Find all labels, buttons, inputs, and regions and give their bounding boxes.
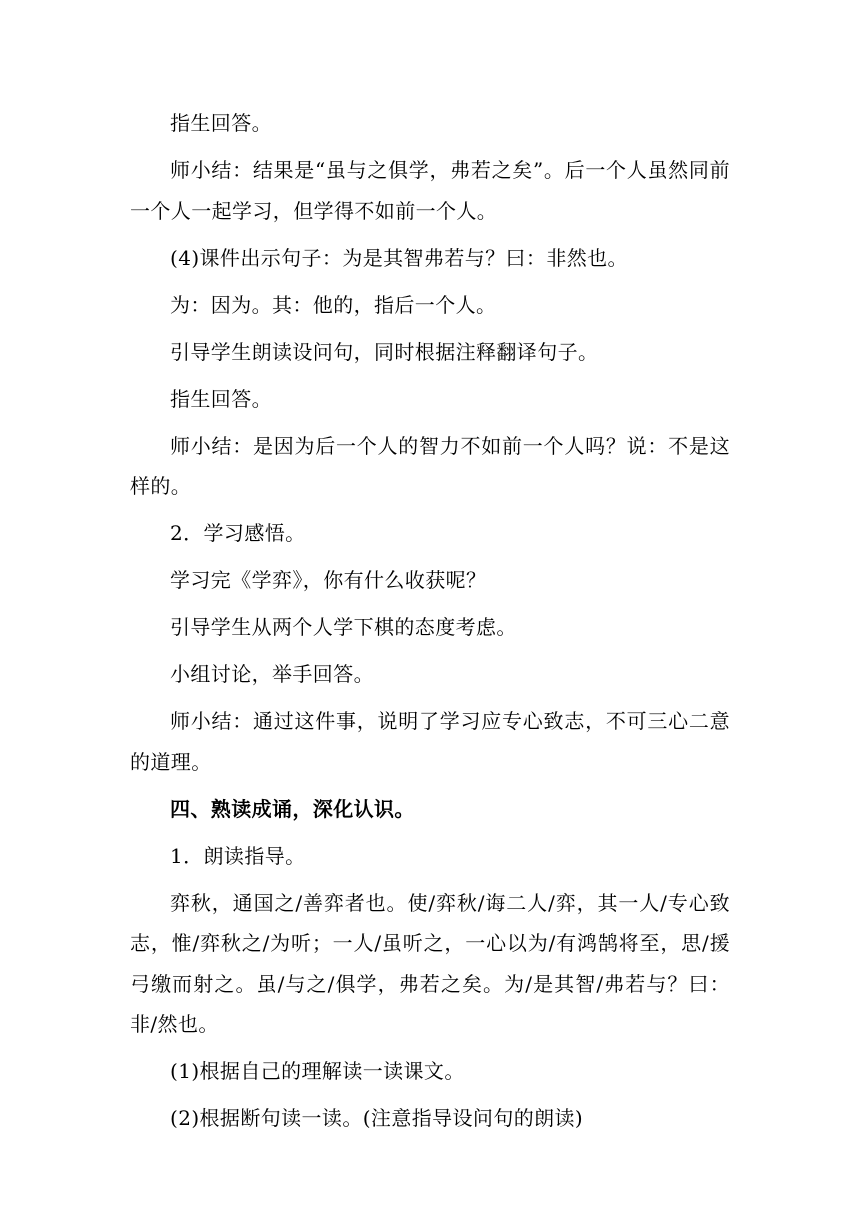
paragraph: 指生回答。 [170,386,272,411]
paragraph: 为：因为。其：他的，指后一个人。 [170,292,497,317]
paragraph: 指生回答。 [170,111,272,135]
document-body [130,103,730,1145]
paragraph: 引导学生从两个人学下棋的态度考虑。 [170,615,517,639]
paragraph: (1)根据自己的理解读一读课文。 [170,1059,465,1083]
classical-text-paragraph: 弈秋，通国之/善弈者也。使/弈秋/诲二人/弈，其一人/专心致志，惟/弈秋之/为听；一人/虽听之，一心以为/有鸿鹄将至，思/援弓缴而射之。虽/与之/俱学，弗若之矣。为/是其智/弗若与？曰：非/然也。 [130,890,730,1036]
paragraph: 小组讨论，举手回答。 [170,662,374,686]
section-heading: 四、熟读成诵，深化认识。 [170,796,415,821]
paragraph: 引导学生朗读设问句，同时根据注释翻译句子。 [170,339,599,364]
paragraph: 1．朗读指导。 [170,843,306,868]
paragraph: (2)根据断句读一读。(注意指导设问句的朗读) [170,1106,584,1130]
paragraph: 2．学习感悟。 [170,521,306,545]
paragraph: 师小结：结果是“虽与之俱学，弗若之矣”。后一个人虽然同前一个人一起学习，但学得不如前一个人。 [130,158,730,223]
paragraph: (4)课件出示句子：为是其智弗若与？曰：非然也。 [170,245,628,270]
paragraph: 师小结：是因为后一个人的智力不如前一个人吗？说：不是这样的。 [130,433,730,498]
paragraph: 学习完《学弈》，你有什么收获呢？ [170,568,487,592]
paragraph: 师小结：通过这件事，说明了学习应专心致志，不可三心二意的道理。 [130,709,730,774]
